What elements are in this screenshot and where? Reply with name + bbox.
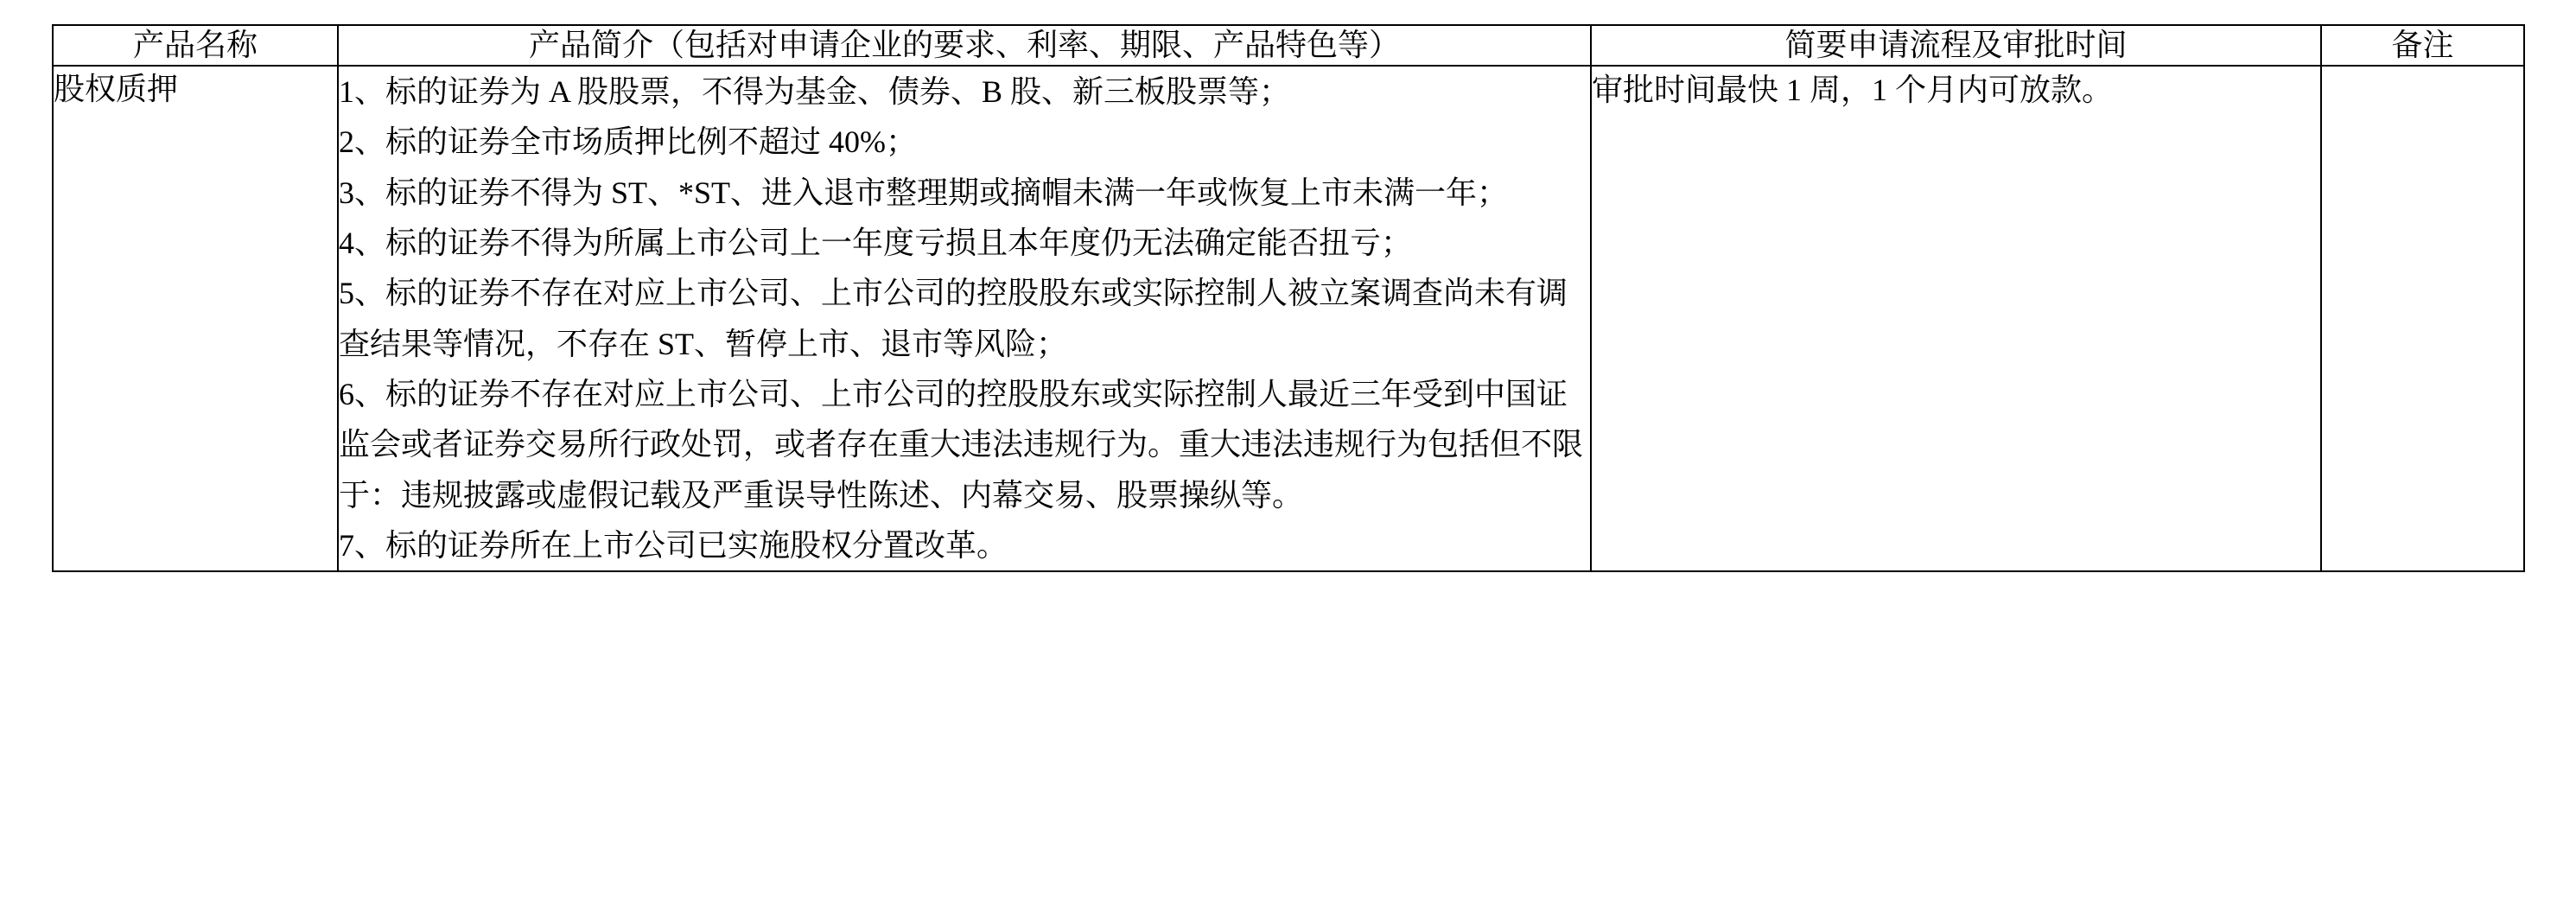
table-header-row bbox=[53, 25, 2524, 66]
column-header-process-and-time: 简要申请流程及审批时间 bbox=[1591, 25, 2321, 66]
cell-process-and-time: 审批时间最快 1 周，1 个月内可放款。 bbox=[1591, 66, 2321, 571]
column-header-product-description: 产品简介（包括对申请企业的要求、利率、期限、产品特色等） bbox=[338, 25, 1591, 66]
description-line: 6、标的证券不存在对应上市公司、上市公司的控股股东或实际控制人最近三年受到中国证监会或者证券交易所行政处罚，或者存在重大违法违规行为。重大违法违规行为包括但不限于：违规披露或虚假记载及严重误导性陈述、内幕交易、股票操纵等。 bbox=[339, 376, 1584, 513]
description-line: 7、标的证券所在上市公司已实施股权分置改革。 bbox=[339, 527, 1008, 563]
description-line: 1、标的证券为 A 股股票，不得为基金、债券、B 股、新三板股票等； bbox=[339, 74, 1291, 109]
description-line: 5、标的证券不存在对应上市公司、上市公司的控股股东或实际控制人被立案调查尚未有调查结果等情况，不存在 ST、暂停上市、退市等风险； bbox=[339, 276, 1568, 361]
cell-product-name: 股权质押 bbox=[53, 66, 338, 571]
product-table bbox=[52, 24, 2525, 572]
table-body bbox=[53, 66, 2524, 571]
table-header bbox=[53, 25, 2524, 66]
description-list bbox=[339, 67, 1590, 570]
column-header-product-name: 产品名称 bbox=[53, 25, 338, 66]
table-row bbox=[53, 66, 2524, 571]
description-line: 4、标的证券不得为所属上市公司上一年度亏损且本年度仍无法确定能否扭亏； bbox=[339, 225, 1413, 260]
cell-product-description bbox=[338, 66, 1591, 571]
description-line: 2、标的证券全市场质押比例不超过 40%； bbox=[339, 124, 917, 160]
description-line: 3、标的证券不得为 ST、*ST、进入退市整理期或摘帽未满一年或恢复上市未满一年； bbox=[339, 175, 1509, 210]
cell-remark bbox=[2321, 66, 2524, 571]
column-header-remark: 备注 bbox=[2321, 25, 2524, 66]
